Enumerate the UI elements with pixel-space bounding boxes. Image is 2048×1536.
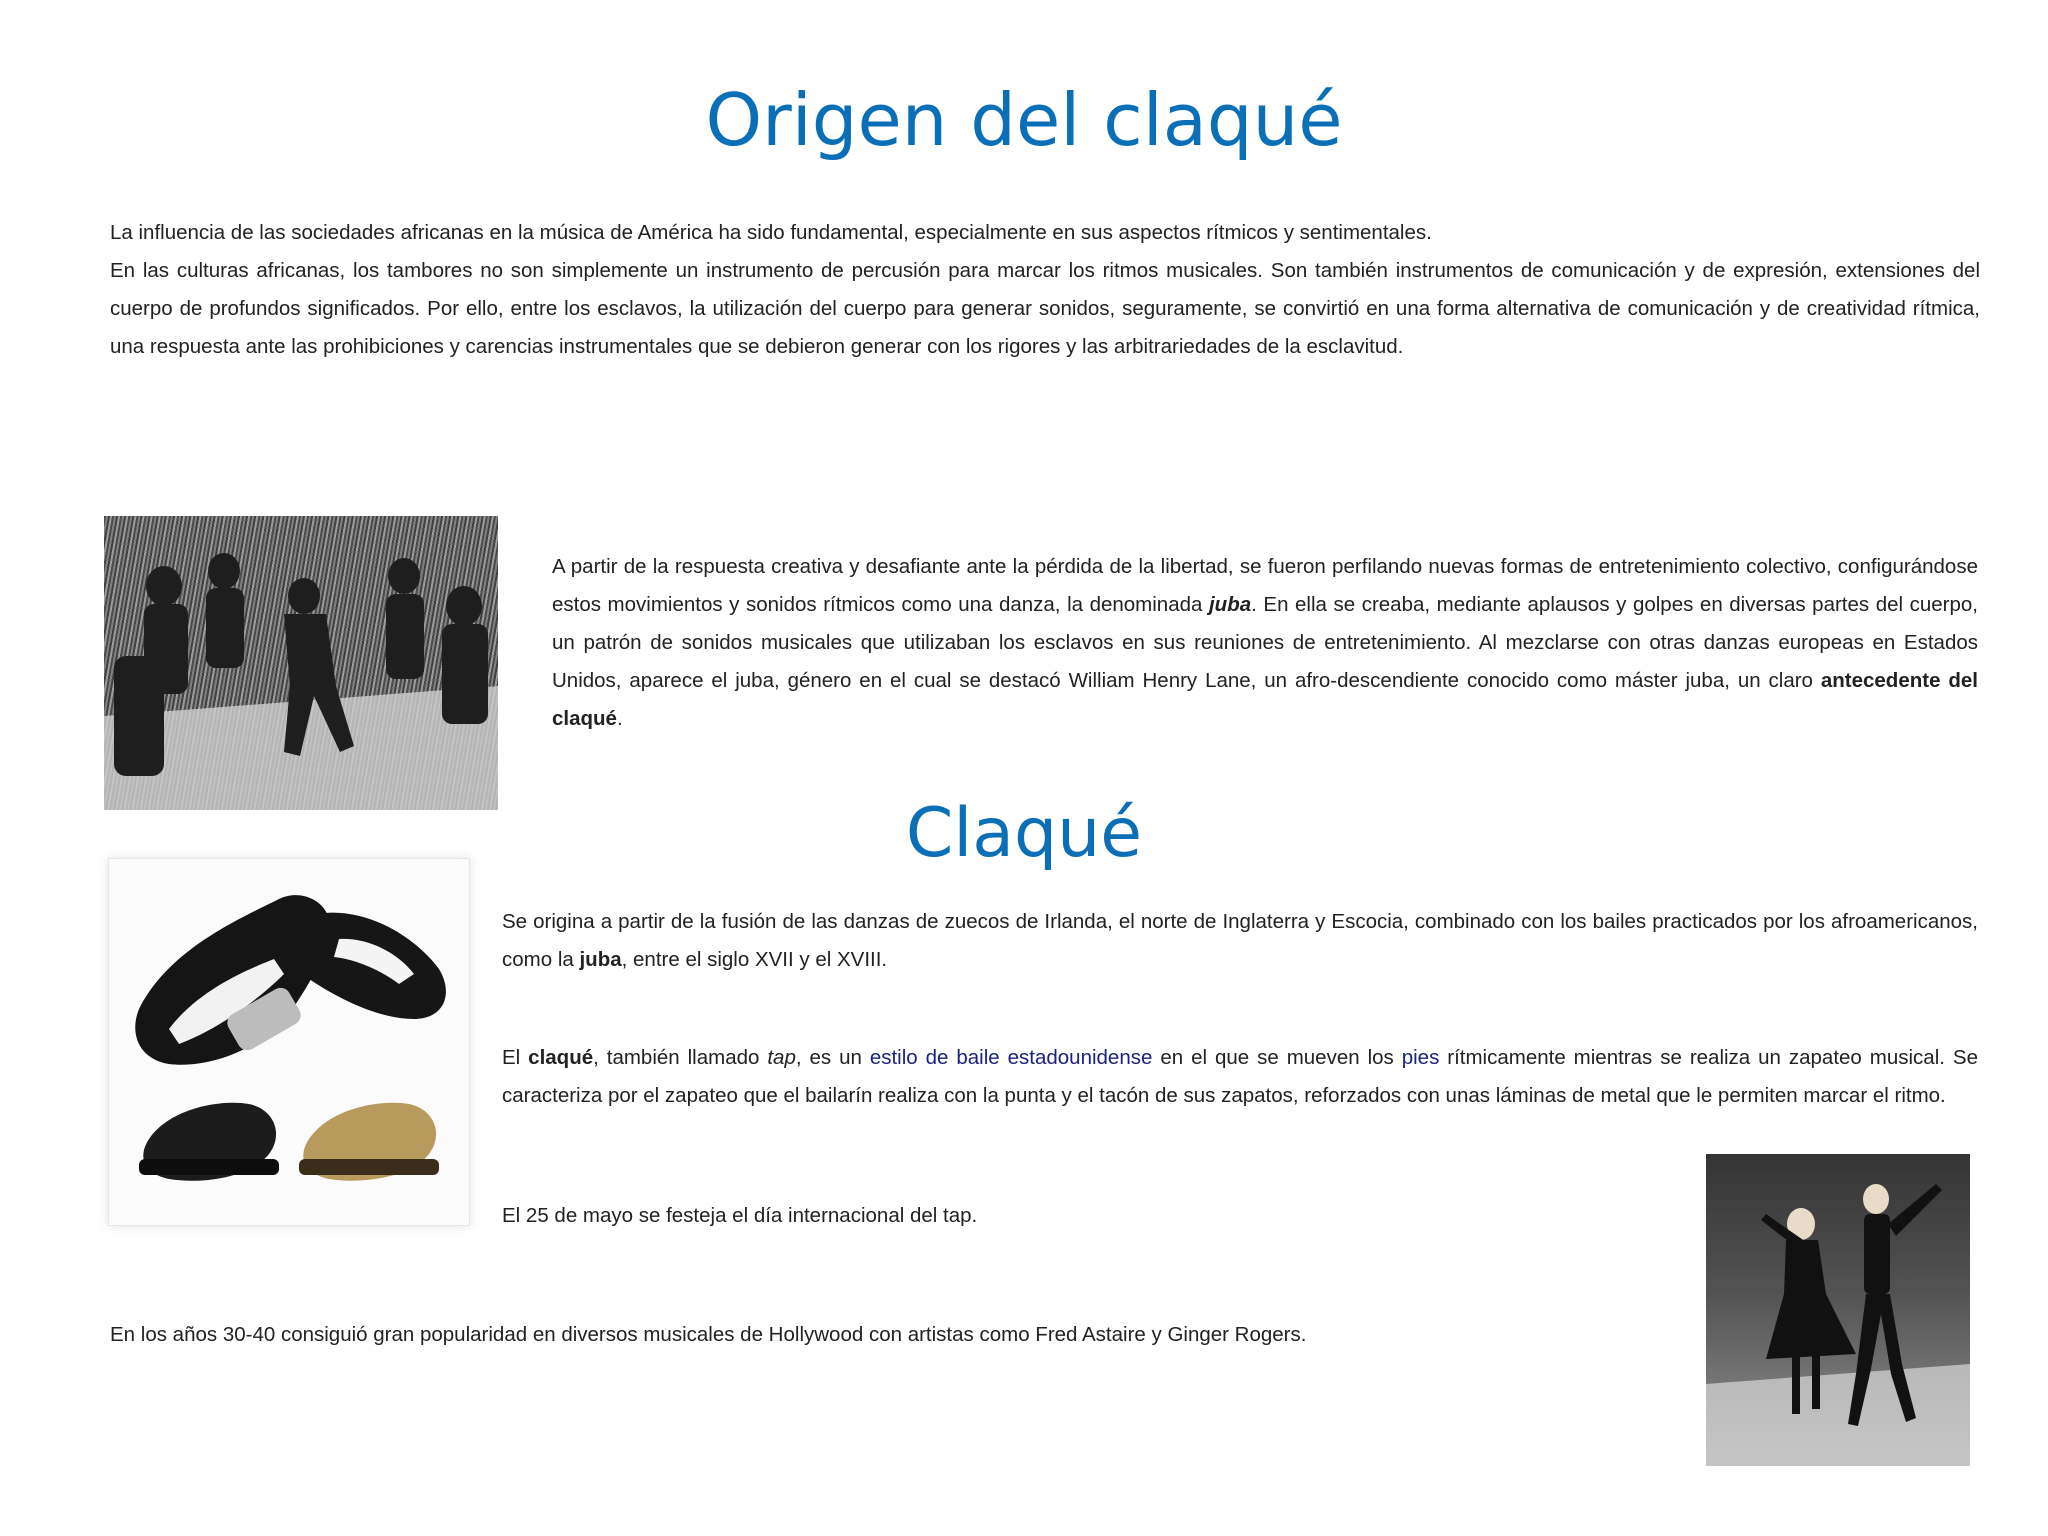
tap-shoes-image bbox=[108, 858, 470, 1226]
link-estilo-de-baile[interactable]: estilo de baile estadounidense bbox=[869, 1046, 1153, 1069]
juba-paragraph-text-1: A partir de la respuesta creativa y desafiante ante la pérdida de la libertad, se fueron perfilando nuevas formas de entretenimiento colectivo, configurándose estos movimientos y sonidos rítmicos como una danza, la denominada bbox=[552, 555, 1978, 616]
juba-paragraph-text-3: . bbox=[616, 707, 623, 730]
juba-paragraph bbox=[552, 548, 1978, 738]
intro-line-2: En las culturas africanas, los tambores no son simplemente un instrumento de percusión para marcar los ritmos musicales. Son también instrumentos de comunicación y de expresión, extensiones del cuerpo de profundos significados. Por ello, entre los esclavos, la utilización del cuerpo para generar sonidos, seguramente, se convirtió en una forma alternativa de comunicación y de creatividad rítmica, una respuesta ante las prohibiciones y carencias instrumentales que se debieron generar con los rigores y las arbitrariedades de la esclavitud. bbox=[110, 259, 1980, 358]
astaire-rogers-photo bbox=[1706, 1154, 1970, 1466]
intro-paragraph bbox=[110, 214, 1980, 366]
hollywood-paragraph: En los años 30-40 consiguió gran popularidad en diversos musicales de Hollywood con artistas como Fred Astaire y Ginger Rogers. bbox=[110, 1323, 1307, 1346]
juba-term: juba bbox=[1208, 593, 1252, 616]
title-claque: Claqué bbox=[905, 794, 1143, 873]
definition-text-3: , es un bbox=[795, 1046, 870, 1069]
definition-text-4: en el que se mueven los bbox=[1152, 1046, 1402, 1069]
juba-dance-engraving-image bbox=[104, 516, 498, 810]
juba-bold-term: juba bbox=[579, 948, 622, 971]
origin-paragraph-text-2: , entre el siglo XVII y el XVIII. bbox=[621, 948, 888, 971]
tap-day-paragraph: El 25 de mayo se festeja el día internacional del tap. bbox=[502, 1204, 978, 1227]
origin-paragraph bbox=[502, 903, 1978, 979]
claque-bold-term: claqué bbox=[528, 1046, 594, 1069]
tap-italic-term: tap bbox=[767, 1046, 796, 1069]
definition-text-2: , también llamado bbox=[593, 1046, 768, 1069]
juba-paragraph-text-2: . En ella se creaba, mediante aplausos y golpes en diversas partes del cuerpo, un patrón de sonidos musicales que utilizaban los esclavos en sus reuniones de entretenimiento. Al mezclarse con otras danzas europeas en Estados Unidos, aparece el juba, género en el cual se destacó William Henry Lane, un afro-descendiente conocido como máster juba, un claro bbox=[552, 593, 1978, 692]
origin-paragraph-text-1: Se origina a partir de la fusión de las danzas de zuecos de Irlanda, el norte de Inglaterra y Escocia, combinado con los bailes practicados por los afroamericanos, como la bbox=[502, 910, 1978, 971]
intro-line-1: La influencia de las sociedades africanas en la música de América ha sido fundamental, especialmente en sus aspectos rítmicos y sentimentales. bbox=[110, 221, 1432, 244]
antecedent-term: antecedente del claqué bbox=[552, 669, 1978, 730]
definition-text-5: rítmicamente mientras se realiza un zapateo musical. Se caracteriza por el zapateo que el bailarín realiza con la punta y el tacón de sus zapatos, reforzados con unas láminas de metal que le permiten marcar el ritmo. bbox=[502, 1046, 1978, 1107]
definition-paragraph bbox=[502, 1039, 1978, 1115]
link-pies[interactable]: pies bbox=[1401, 1046, 1440, 1069]
title-origen-del-claque: Origen del claqué bbox=[705, 78, 1343, 162]
definition-text-1: El bbox=[502, 1046, 529, 1069]
